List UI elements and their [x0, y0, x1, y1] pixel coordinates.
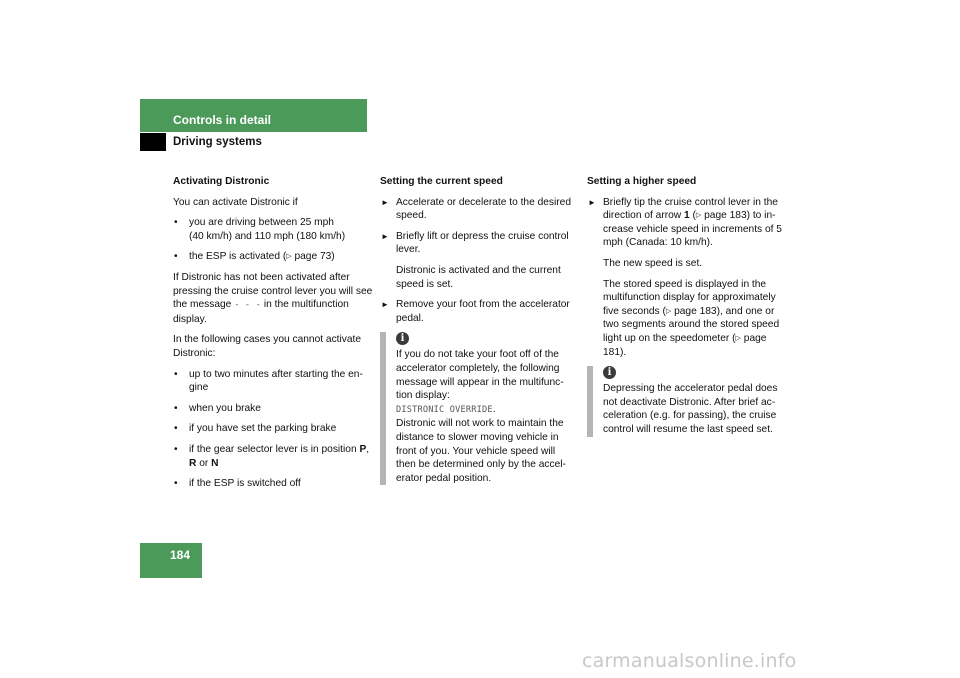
heading-higher-speed: Setting a higher speed: [587, 176, 697, 187]
bullet-icon: •: [174, 478, 178, 490]
result-new-speed: The new speed is set.: [603, 257, 703, 269]
case-gear-selector: • if the gear selector lever is in position P, R or N: [174, 443, 370, 469]
info-icon: i: [396, 332, 409, 345]
bullet-icon: •: [174, 251, 178, 263]
page-ref-icon: ▷: [286, 253, 292, 261]
bullet-icon: •: [174, 217, 178, 229]
info-icon: i: [603, 366, 616, 379]
not-activated-text: If Distronic has not been activated after pressing the cruise control lever you will see the message - - - in the multifunction display.: [173, 271, 373, 325]
gear-n: N: [211, 457, 219, 469]
bullet-icon: •: [174, 368, 178, 380]
gear-r: R: [189, 457, 197, 469]
override-message: DISTRONIC OVERRIDE: [396, 404, 493, 415]
watermark: carmanualsonline.info: [582, 650, 797, 672]
heading-activating: Activating Distronic: [173, 176, 270, 187]
result-displayed: The stored speed is displayed in the multifunction display for approximately five seconds (▷ page 183), and one or two segments around the stored speed light up on the speedometer (▷ page 181).: [603, 278, 780, 358]
step-lift-lever: ► Briefly lift or depress the cruise control lever.: [381, 230, 569, 256]
arrow-number: 1: [683, 210, 690, 222]
page-number: 184: [170, 548, 191, 562]
step-tip-lever: ► Briefly tip the cruise control lever in the direction of arrow 1 (▷ page 183) to in-crease vehicle speed in increments of 5 mph (Canada: 10 km/h).: [588, 196, 782, 249]
cannot-activate-text: In the following cases you cannot activate Distronic:: [173, 334, 362, 359]
section-title: Controls in detail: [173, 113, 272, 127]
step-arrow-icon: ►: [588, 197, 596, 207]
page-ref-icon: ▷: [665, 307, 672, 315]
step-remove-foot: ► Remove your foot from the accelerator pedal.: [381, 299, 570, 324]
bullet-icon: •: [174, 402, 178, 414]
case-after-start: • up to two minutes after starting the en-gine: [174, 368, 363, 394]
heading-current-speed: Setting the current speed: [380, 176, 503, 187]
column-activating: [173, 175, 373, 498]
dashes-message: - - -: [234, 300, 262, 311]
gear-p: P: [359, 443, 367, 455]
step-accelerate: ► Accelerate or decelerate to the desired speed.: [381, 196, 571, 222]
info-note-override: i If you do not take your foot off of the accelerator completely, the following message will appear in the multifunc-tion display: DISTRONIC OVERRIDE. Distronic will not work to maintain the distance to slower moving vehicle in front of you. Your vehicle speed will then be determined only by the accel-erator pedal position.: [380, 332, 576, 485]
info-note-accelerator: i Depressing the accelerator pedal does not deactivate Distronic. After brief ac-celeration (e.g. for passing), the cruise control will resume the last speed set.: [587, 366, 785, 436]
step-arrow-icon: ►: [381, 300, 389, 310]
page-ref-icon: ▷: [735, 334, 741, 342]
intro-text: You can activate Distronic if: [173, 196, 298, 208]
step-arrow-icon: ►: [381, 231, 389, 241]
step-arrow-icon: ►: [381, 197, 389, 207]
column-current-speed: [380, 175, 576, 485]
page-ref-icon: ▷: [695, 212, 702, 220]
subsection-title: Driving systems: [173, 136, 262, 148]
bullet-icon: •: [174, 423, 178, 435]
subsection-marker: [140, 133, 166, 151]
case-parking-brake: • if you have set the parking brake: [174, 423, 337, 435]
case-brake: • when you brake: [174, 402, 261, 414]
condition-speed: • you are driving between 25 mph (40 km/h) and 110 mph (180 km/h): [174, 217, 346, 242]
bullet-icon: •: [174, 443, 178, 455]
case-esp-off: • if the ESP is switched off: [174, 478, 301, 490]
condition-esp: • the ESP is activated (▷ page 73): [174, 251, 335, 263]
column-higher-speed: [587, 175, 785, 437]
step-result-activated: Distronic is activated and the current speed is set.: [396, 264, 561, 290]
